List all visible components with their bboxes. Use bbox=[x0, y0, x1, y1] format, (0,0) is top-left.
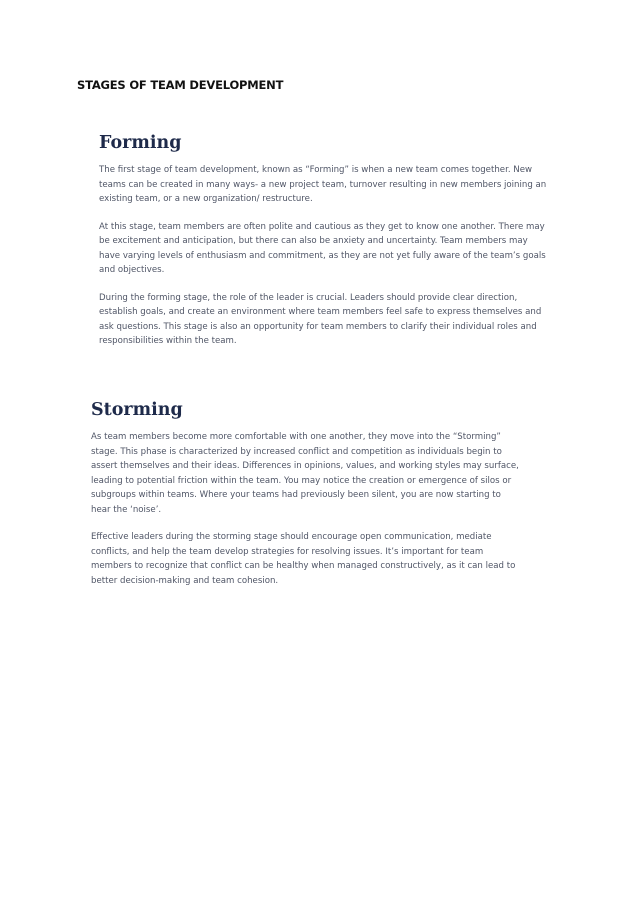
section-storming bbox=[91, 399, 531, 601]
forming-paragraph-2: At this stage, team members are often polite and cautious as they get to know one another. There may be excitement and anticipation, but there can also be anxiety and uncertainty. Team members may have varying levels of enthusiasm and commitment, as they are not yet fully aware of the team’s goals and objectives. bbox=[99, 221, 546, 275]
forming-paragraph-3: During the forming stage, the role of the leader is crucial. Leaders should provide clear direction, establish goals, and create an environment where team members feel safe to express themselves and ask questions. This stage is also an opportunity for team members to clarify their individual roles and responsibilities within the team. bbox=[99, 292, 542, 346]
storming-paragraph-1: As team members become more comfortable with one another, they move into the “Storming” stage. This phase is characterized by increased conflict and competition as individuals begin to assert themselves and their ideas. Differences in opinions, values, and working styles may surface, leading to potential friction within the team. You may notice the creation or emergence of silos or subgroups within teams. Where your teams had previously been silent, you are now starting to hear the ‘noise’. bbox=[91, 432, 519, 515]
forming-paragraph-1: The first stage of team development, known as “Forming” is when a new team comes together. New teams can be created in many ways- a new project team, turnover resulting in new members joining an existing team, or a new organization/ restructure. bbox=[99, 165, 547, 204]
section-forming bbox=[99, 132, 559, 362]
page-title: STAGES OF TEAM DEVELOPMENT bbox=[77, 78, 284, 92]
storming-paragraph-2: Effective leaders during the storming stage should encourage open communication, mediate conflicts, and help the team develop strategies for resolving issues. It’s important for team members to recognize that conflict can be healthy when managed constructively, as it can lead to better decision-making and team cohesion. bbox=[91, 532, 516, 586]
section-heading-forming: Forming bbox=[99, 133, 182, 153]
section-heading-storming: Storming bbox=[91, 400, 183, 420]
